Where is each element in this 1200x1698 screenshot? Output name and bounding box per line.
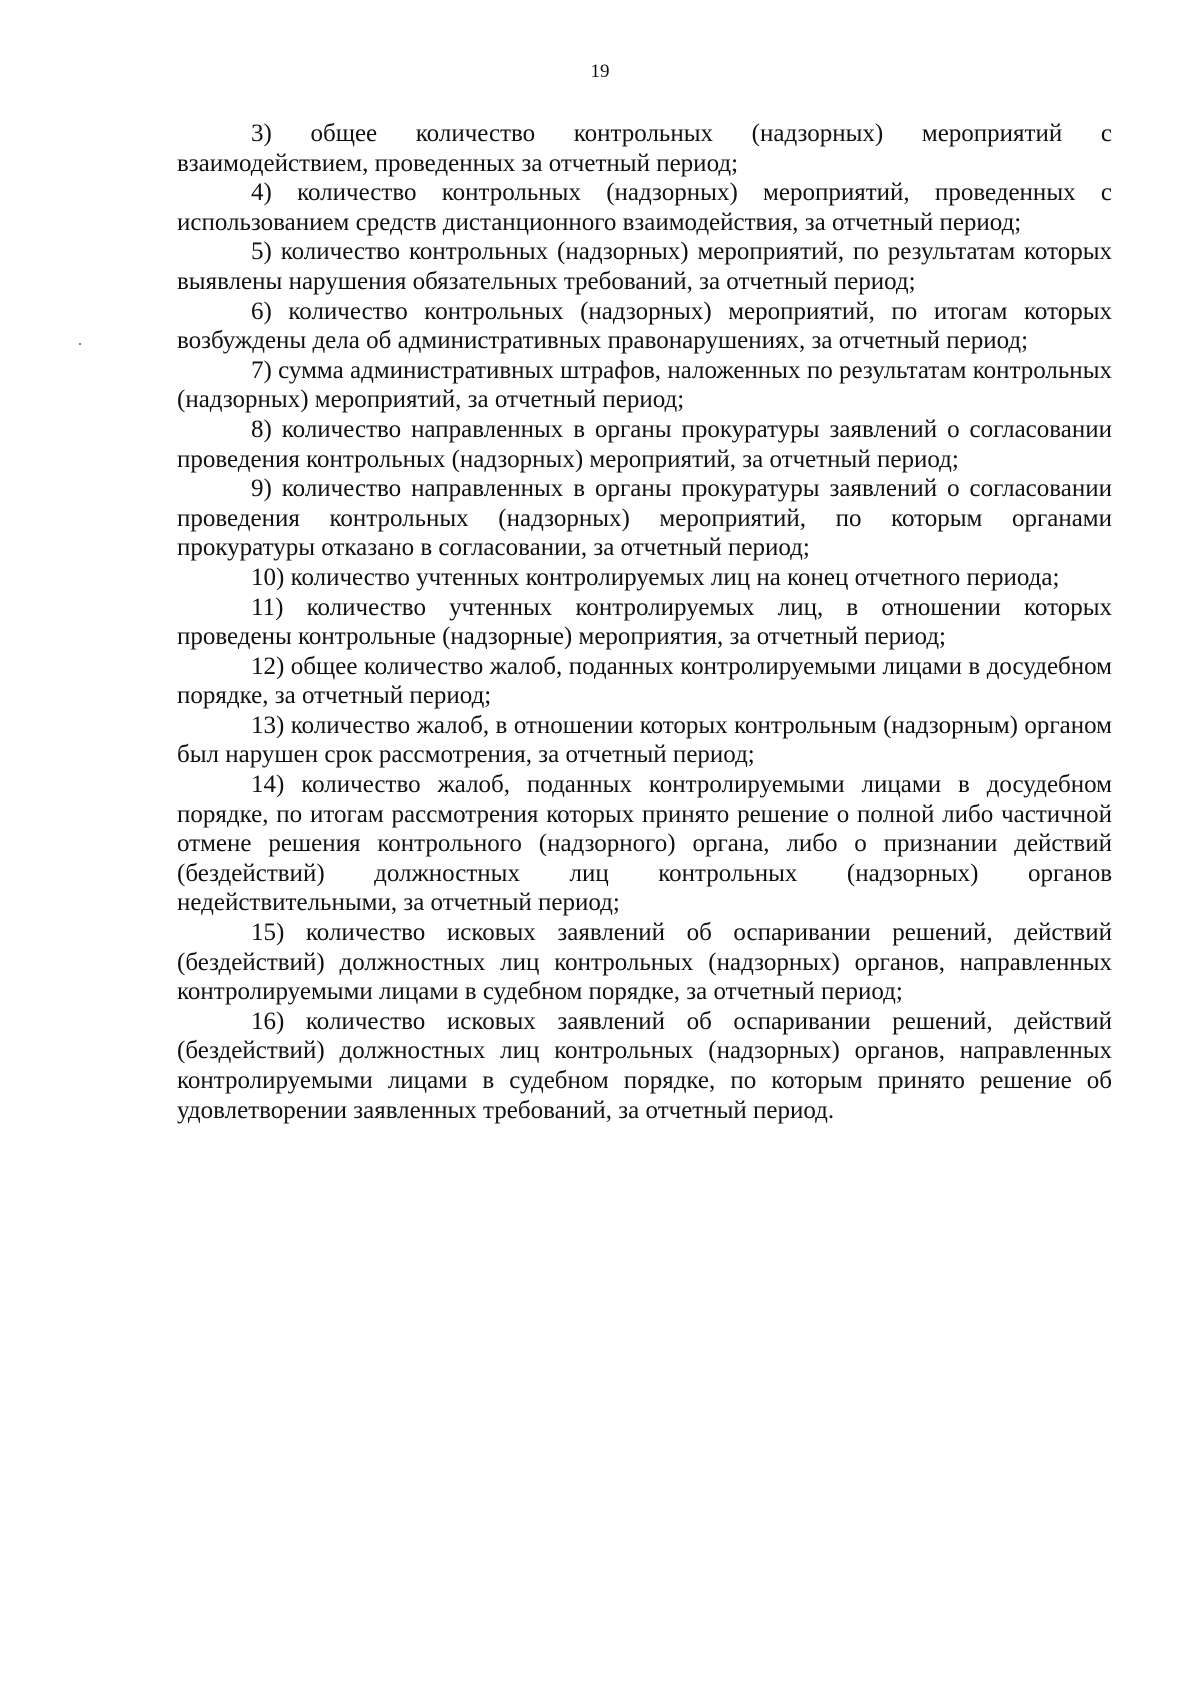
list-item-8: 8) количество направленных в органы прокуратуры заявлений о согласовании проведения контрольных (надзорных) мероприятий, за отчетный период;: [177, 415, 1112, 473]
list-item-3: 3) общее количество контрольных (надзорных) мероприятий с взаимодействием, проведенных за отчетный период;: [177, 120, 1112, 177]
list-item-16: 16) количество исковых заявлений об оспаривании решений, действий (бездействий) должностных лиц контрольных (надзорных) органов, направленных контролируемыми лицами в судебном порядке, по которым принято решение об удовлетворении заявленных требований, за отчетный период.: [177, 1007, 1112, 1124]
list-item-15: 15) количество исковых заявлений об оспаривании решений, действий (бездействий) должностных лиц контрольных (надзорных) органов, направленных контролируемыми лицами в судебном порядке, за отчетный период;: [177, 919, 1112, 1006]
page-number: 19: [590, 61, 610, 82]
list-item-11: 11) количество учтенных контролируемых лиц, в отношении которых проведены контрольные (надзорные) мероприятия, за отчетный период;: [177, 593, 1112, 651]
list-item-5: 5) количество контрольных (надзорных) мероприятий, по результатам которых выявлены нарушения обязательных требований, за отчетный период;: [177, 238, 1112, 295]
list-item-7: 7) сумма административных штрафов, наложенных по результатам контрольных (надзорных) мероприятий, за отчетный период;: [177, 356, 1112, 414]
list-item-9: 9) количество направленных в органы прокуратуры заявлений о согласовании проведения контрольных (надзорных) мероприятий, по которым органами прокуратуры отказано в согласовании, за отчетный период;: [177, 475, 1112, 562]
list-item-13: 13) количество жалоб, в отношении которых контрольным (надзорным) органом был нарушен срок рассмотрения, за отчетный период;: [177, 711, 1112, 769]
scan-speck: [79, 343, 81, 345]
document-body: [177, 119, 1112, 1125]
list-item-4: 4) количество контрольных (надзорных) мероприятий, проведенных с использованием средств дистанционного взаимодействия, за отчетный период;: [177, 179, 1112, 236]
list-item-12: 12) общее количество жалоб, поданных контролируемыми лицами в досудебном порядке, за отчетный период;: [177, 652, 1112, 710]
list-item-10: 10) количество учтенных контролируемых лиц на конец отчетного периода;: [251, 563, 1060, 591]
list-item-6: 6) количество контрольных (надзорных) мероприятий, по итогам которых возбуждены дела об административных правонарушениях, за отчетный период;: [177, 297, 1112, 355]
list-item-14: 14) количество жалоб, поданных контролируемыми лицами в досудебном порядке, по итогам рассмотрения которых принято решение о полной либо частичной отмене решения контрольного (надзорного) органа, либо о признании действий (бездействий) должностных лиц контрольных (надзорных) органов недействительными, за отчетный период;: [177, 771, 1112, 917]
